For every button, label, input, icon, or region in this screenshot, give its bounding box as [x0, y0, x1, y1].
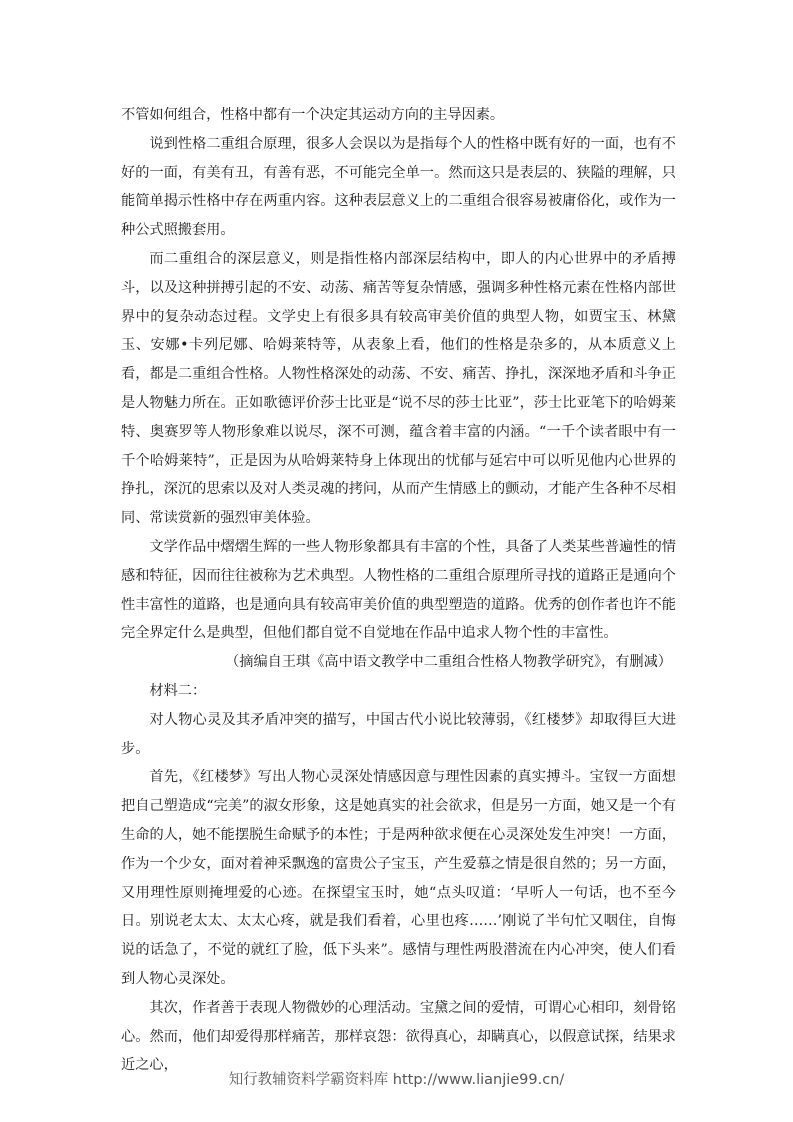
paragraph: 其次，作者善于表现人物微妙的心理活动。宝黛之间的爱情，可谓心心相印，刻骨铭心。然而，他们却爱得那样痛苦，那样哀怨：欲得真心，却瞒真心，以假意试探，结果求近之心， [121, 999, 676, 1074]
paragraph: 而二重组合的深层意义，则是指性格内部深层结构中，即人的内心世界中的矛盾搏斗，以及这种拼搏引起的不安、动荡、痛苦等复杂情感，强调多种性格元素在性格内部世界中的复杂动态过程。文学史上有很多具有较高审美价值的典型人物，如贾宝玉、林黛玉、安娜•卡列尼娜、哈姆莱特等，从表象上看，他们的性格是杂多的，从本质意义上看，都是二重组合性格。人物性格深处的动荡、不安、痛苦、挣扎，深深地矛盾和斗争正是人物魅力所在。正如歌德评价莎士比亚是“说不尽的莎士比亚”，莎士比亚笔下的哈姆莱特、奥赛罗等人物形象难以说尽，深不可测，蕴含着丰富的内涵。“一千个读者眼中有一千个哈姆莱特”，正是因为从哈姆莱特身上体现出的忧郁与延宕中可以听见他内心世界的挣扎，深沉的思索以及对人类灵魂的拷问，从而产生情感上的颤动，才能产生各种不尽相同、常读赏新的强烈审美体验。 [121, 250, 676, 527]
article-body [121, 101, 676, 1080]
paragraph: 材料二： [149, 682, 207, 699]
paragraph: 不管如何组合，性格中都有一个决定其运动方向的主导因素。 [121, 107, 505, 123]
page-footer-watermark: 知行教辅资料学霸资料库 http://www.lianjie99.cn/ [228, 1072, 565, 1088]
paragraph: 对人物心灵及其矛盾冲突的描写，中国古代小说比较薄弱，《红楼梦》却取得巨大进步。 [121, 711, 676, 757]
citation-line: （摘编自王琪《高中语文教学中二重组合性格人物教学研究》，有删减） [225, 654, 672, 671]
paragraph: 说到性格二重组合原理，很多人会误以为是指每个人的性格中既有好的一面，也有不好的一面，有美有丑，有善有恶，不可能完全单一。然而这只是表层的、狭隘的理解，只能简单揭示性格中存在两重内容。这种表层意义上的二重组合很容易被庸俗化，或作为一种公式照搬套用。 [121, 135, 676, 239]
paragraph: 文学作品中熠熠生辉的一些人物形象都具有丰富的个性，具备了人类某些普遍性的情感和特征，因而往往被称为艺术典型。人物性格的二重组合原理所寻找的道路正是通向个性丰富性的道路，也是通向具有较高审美价值的典型塑造的道路。优秀的创作者也许不能完全界定什么是典型，但他们都自觉不自觉地在作品中追求人物个性的丰富性。 [121, 538, 676, 642]
paragraph: 首先，《红楼梦》写出人物心灵深处情感因意与理性因素的真实搏斗。宝钗一方面想把自己塑造成“完美”的淑女形象，这是她真实的社会欲求，但是另一方面，她又是一个有生命的人，她不能摆脱生命赋予的本性；于是两种欲求便在心灵深处发生冲突！一方面，作为一个少女，面对着神采飘逸的富贵公子宝玉，产生爱慕之情是很自然的；另一方面，又用理性原则掩埋爱的心迹。在探望宝玉时，她“点头叹道：‘早听人一句话，也不至今日。别说老太太、太太心疼，就是我们看着，心里也疼……’刚说了半句忙又咽住，自悔说的话急了，不觉的就红了脸，低下头来”。感情与理性两股潜流在内心冲突，使人们看到人物心灵深处。 [121, 769, 676, 987]
